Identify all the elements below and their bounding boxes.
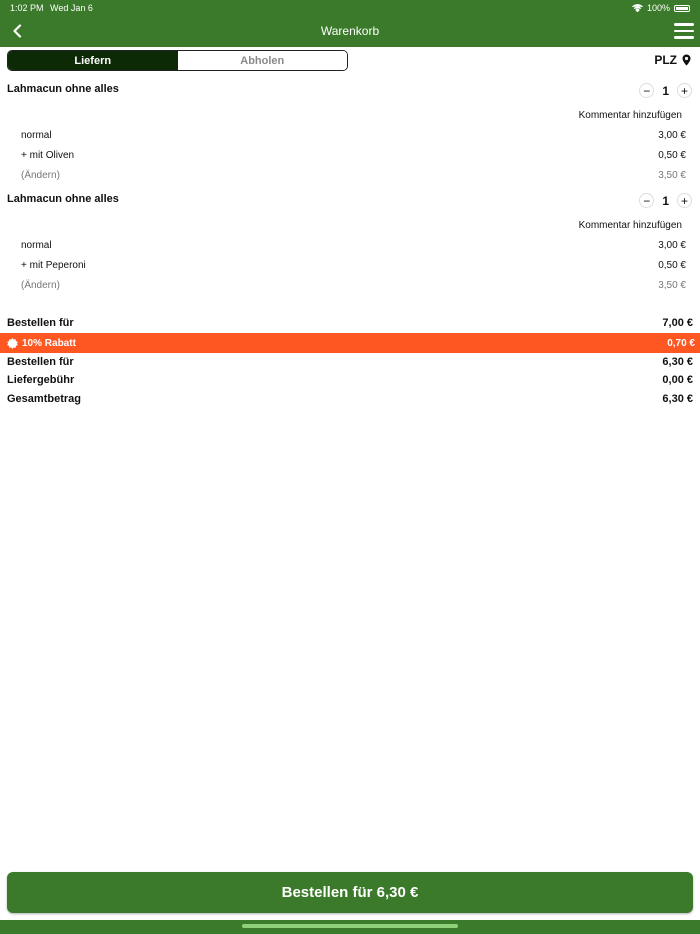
wifi-icon xyxy=(632,4,643,12)
option-label: + mit Oliven xyxy=(21,150,75,161)
decrease-quantity-button[interactable]: − xyxy=(639,193,654,208)
status-date: Wed Jan 6 xyxy=(50,3,93,13)
item-total: 3,50 € xyxy=(658,170,686,181)
item-total: 3,50 € xyxy=(658,280,686,291)
badge-icon xyxy=(7,338,18,349)
subtotal-label: Bestellen für xyxy=(7,317,74,329)
bottom-bar xyxy=(0,920,700,934)
grand-total-value: 6,30 € xyxy=(662,393,693,405)
map-pin-icon xyxy=(682,54,691,66)
decrease-quantity-button[interactable]: − xyxy=(639,83,654,98)
item-total-row xyxy=(21,170,686,181)
increase-quantity-button[interactable]: + xyxy=(677,83,692,98)
battery-percent: 100% xyxy=(646,3,670,13)
option-label: + mit Peperoni xyxy=(21,260,86,271)
add-comment-link[interactable]: Kommentar hinzufügen xyxy=(578,110,682,121)
place-order-button[interactable]: Bestellen für 6,30 € xyxy=(7,872,693,913)
home-indicator[interactable] xyxy=(242,924,458,928)
option-price: 0,50 € xyxy=(658,260,686,271)
option-label: normal xyxy=(21,240,52,251)
plz-selector[interactable] xyxy=(654,53,691,67)
after-discount-value: 6,30 € xyxy=(662,356,693,368)
item-total-row xyxy=(21,280,686,291)
delivery-fee-label: Liefergebühr xyxy=(7,374,75,386)
quantity-value: 1 xyxy=(662,83,669,98)
quantity-value: 1 xyxy=(662,193,669,208)
option-row xyxy=(21,130,686,141)
cart-item-name: Lahmacun ohne alles xyxy=(7,83,119,95)
option-row xyxy=(21,260,686,271)
option-row xyxy=(21,150,686,161)
menu-bar xyxy=(674,23,694,26)
quantity-stepper xyxy=(639,83,692,98)
option-row xyxy=(21,240,686,251)
delivery-fee-row xyxy=(7,374,693,386)
option-label: normal xyxy=(21,130,52,141)
menu-button[interactable] xyxy=(674,23,694,40)
grand-total-label: Gesamtbetrag xyxy=(7,393,81,405)
add-comment-link[interactable]: Kommentar hinzufügen xyxy=(578,220,682,231)
edit-item-link[interactable]: (Ändern) xyxy=(21,280,60,291)
battery-icon xyxy=(674,5,690,12)
discount-label: 10% Rabatt xyxy=(22,337,76,349)
discount-banner xyxy=(0,333,700,353)
subtotal-row xyxy=(7,317,693,329)
increase-quantity-button[interactable]: + xyxy=(677,193,692,208)
menu-bar xyxy=(674,36,694,39)
option-price: 3,00 € xyxy=(658,130,686,141)
subtotal-value: 7,00 € xyxy=(662,317,693,329)
cart-item-name: Lahmacun ohne alles xyxy=(7,193,119,205)
quantity-stepper xyxy=(639,193,692,208)
discount-value: 0,70 € xyxy=(667,337,695,349)
status-time: 1:02 PM xyxy=(10,3,44,13)
menu-bar xyxy=(674,30,694,33)
grand-total-row xyxy=(7,393,693,405)
delivery-fee-value: 0,00 € xyxy=(662,374,693,386)
status-indicators xyxy=(632,3,690,13)
app-header xyxy=(0,0,700,47)
option-price: 0,50 € xyxy=(658,150,686,161)
option-price: 3,00 € xyxy=(658,240,686,251)
edit-item-link[interactable]: (Ändern) xyxy=(21,170,60,181)
delivery-mode-toggle xyxy=(7,50,348,71)
tab-deliver[interactable]: Liefern xyxy=(8,51,178,70)
page-title: Warenkorb xyxy=(320,24,380,38)
after-discount-row xyxy=(7,356,693,368)
after-discount-label: Bestellen für xyxy=(7,356,74,368)
tab-pickup[interactable]: Abholen xyxy=(178,51,348,70)
plz-label: PLZ xyxy=(654,53,677,67)
